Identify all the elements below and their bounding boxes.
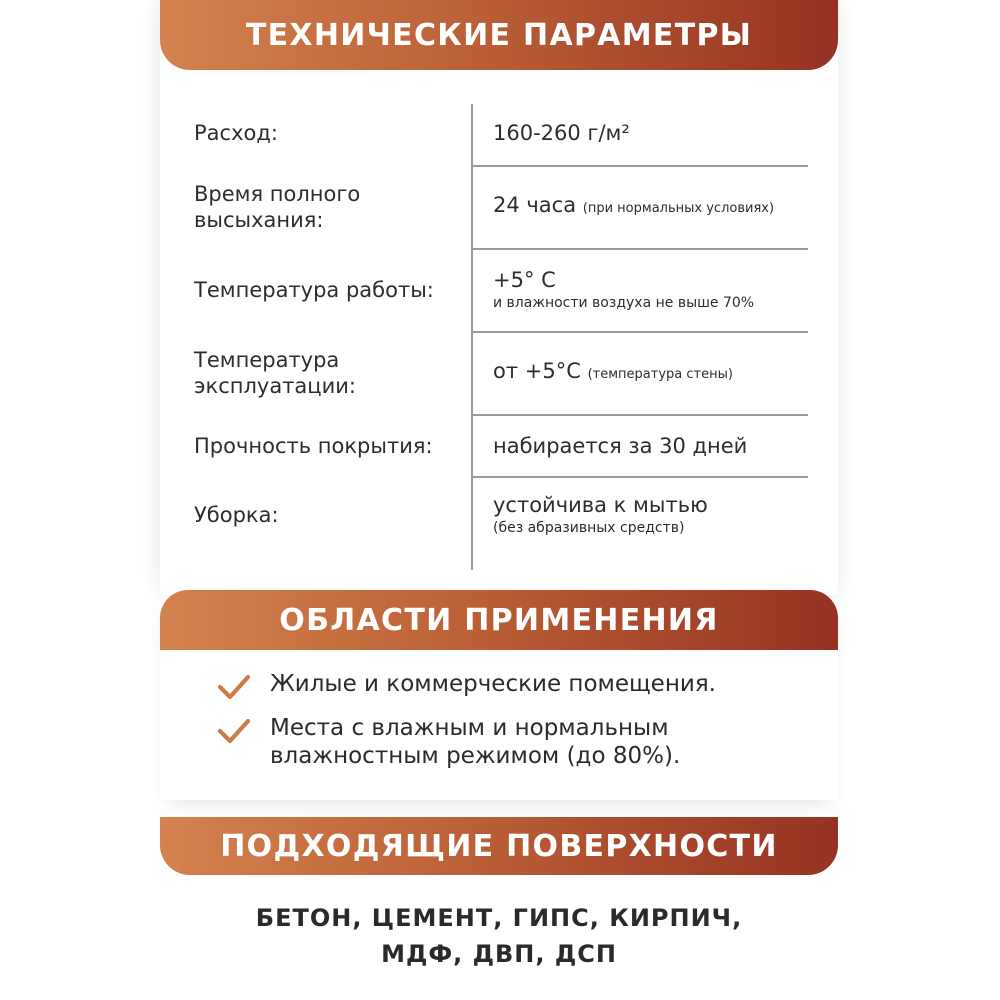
spec-value-text: набирается за 30 дней [493, 433, 748, 458]
spec-value-text: 24 часа [493, 193, 577, 217]
spec-value-text: +5° С [493, 268, 556, 292]
spec-value-working-temperature [493, 251, 813, 329]
table-row-divider [473, 476, 808, 478]
technical-header [160, 0, 838, 70]
spec-value-consumption [493, 105, 813, 160]
applications-header [160, 590, 838, 650]
spec-value-note: (при нормальных условиях) [582, 201, 775, 216]
application-item-text: Жилые и коммерческие помещения. [270, 671, 716, 697]
check-icon [218, 718, 250, 744]
surfaces-line: МДФ, ДВП, ДСП [381, 940, 617, 968]
spec-value-sub: и влажности воздуха не выше 70% [493, 295, 755, 311]
spec-value-drying-time [493, 168, 813, 246]
spec-label-operating-temperature: Температура эксплуатации: [194, 348, 356, 398]
spec-value-text: 160-260 г/м² [493, 120, 630, 145]
spec-label-drying-time: Время полного высыхания: [194, 182, 361, 232]
application-item-text: Места с влажным и нормальным влажностным режимом (до 80%). [270, 715, 681, 769]
spec-value-coating-strength [493, 417, 813, 474]
surfaces-list [160, 900, 838, 972]
spec-value-text: от +5°С [493, 359, 581, 383]
surfaces-title: ПОДХОДЯЩИЕ ПОВЕРХНОСТИ [220, 828, 778, 864]
application-item [218, 670, 818, 700]
surfaces-header [160, 817, 838, 875]
spec-value-sub: (без абразивных средств) [493, 520, 685, 536]
spec-value-text: устойчива к мытью [493, 493, 708, 517]
surfaces-line: БЕТОН, ЦЕМЕНТ, ГИПС, КИРПИЧ, [255, 904, 743, 932]
table-row-divider [473, 414, 808, 416]
spec-label-working-temperature: Температура работы: [194, 278, 434, 302]
applications-title: ОБЛАСТИ ПРИМЕНЕНИЯ [279, 602, 719, 638]
spec-value-operating-temperature [493, 334, 813, 412]
check-icon [218, 674, 250, 700]
application-item [218, 714, 818, 770]
table-row-divider [473, 248, 808, 250]
spec-label-cleaning: Уборка: [194, 503, 279, 527]
spec-label-consumption: Расход: [194, 120, 278, 145]
table-column-divider [471, 104, 473, 570]
spec-value-note: (температура стены) [587, 367, 733, 382]
spec-label-coating-strength: Прочность покрытия: [194, 433, 433, 458]
table-row-divider [473, 165, 808, 167]
technical-title: ТЕХНИЧЕСКИЕ ПАРАМЕТРЫ [245, 17, 753, 53]
spec-value-cleaning [493, 485, 813, 545]
table-row-divider [473, 331, 808, 333]
